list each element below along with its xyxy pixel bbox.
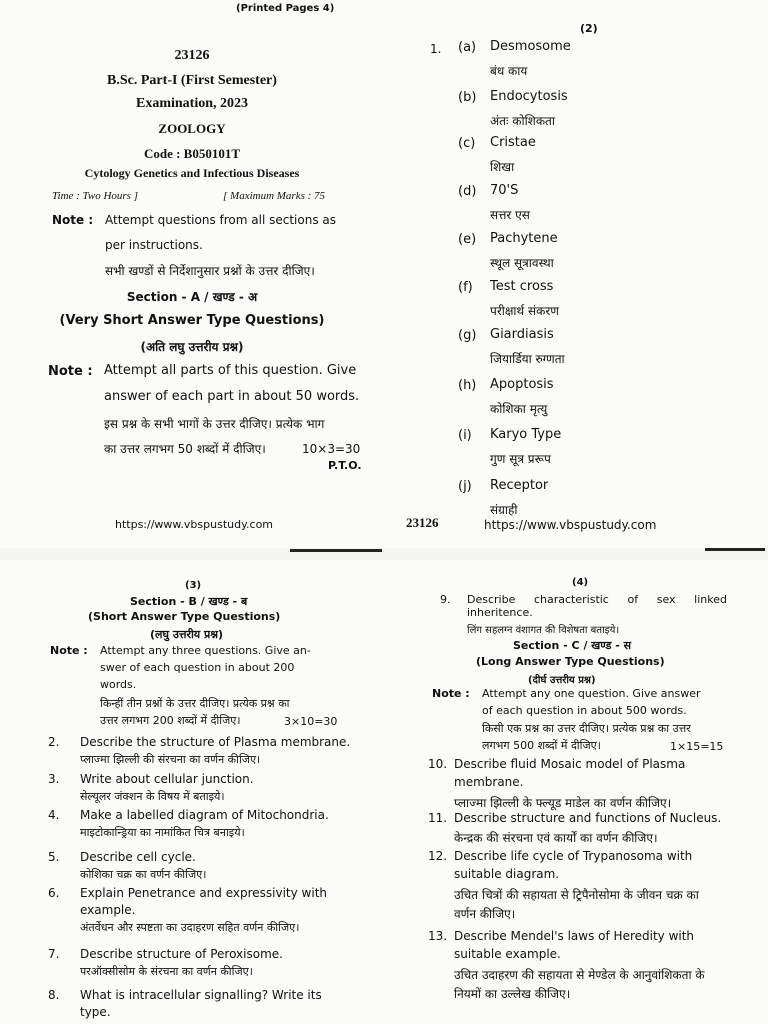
question-text: Describe structure and functions of Nucleus. [454, 811, 722, 825]
part-term-hindi: सत्तर एस [490, 208, 530, 222]
section-type-hindi: (दीर्घ उत्तरीय प्रश्न) [528, 675, 596, 686]
note-label: Note : [52, 213, 94, 227]
part-term: Cristae [490, 135, 536, 150]
divider [705, 548, 765, 551]
question-number: 13. [428, 929, 448, 943]
question-text: suitable example. [454, 947, 561, 961]
part-term-hindi: अंतः कोशिकता [490, 114, 556, 128]
question-number: 9. [440, 593, 451, 606]
course-title: B.Sc. Part-I (First Semester) [107, 73, 277, 88]
question-text: Explain Penetrance and expressivity with [80, 886, 328, 900]
part-term-hindi: शिखा [490, 160, 515, 174]
note-hindi: सभी खण्डों से निर्देशानुसार प्रश्नों के उत्तर दीजिए। [105, 264, 315, 278]
note-line: swer of each question in about 200 [100, 661, 295, 674]
divider [290, 549, 382, 552]
question-text: example. [80, 903, 136, 917]
footer-url[interactable]: https://www.vbspustudy.com [484, 518, 657, 532]
question-number: 10. [428, 757, 448, 771]
page-4 [384, 560, 768, 1024]
part-label: (d) [458, 184, 477, 199]
part-label: (e) [458, 232, 477, 247]
part-term-hindi: संग्राही [490, 503, 518, 517]
paper-title: Cytology Genetics and Infectious Diseases [84, 166, 300, 180]
part-term-hindi: जियार्डिया रुग्णता [490, 352, 565, 366]
note-hindi: लगभग 500 शब्दों में दीजिए। [482, 739, 601, 752]
note-hindi: इस प्रश्न के सभी भागों के उत्तर दीजिए। प्रत्येक भाग [104, 417, 325, 431]
question-number: 4. [48, 808, 60, 822]
part-term-hindi: स्थूल सूत्रावस्था [490, 256, 554, 270]
part-term-hindi: बंध काय [490, 64, 528, 78]
page-2 [384, 0, 768, 548]
question-number: 2. [48, 735, 60, 749]
question-number: 8. [48, 988, 60, 1002]
time-label: Time : Two Hours ] [52, 190, 138, 202]
question-text: What is intracellular signalling? Write its [80, 988, 322, 1002]
section-type: (Short Answer Type Questions) [88, 610, 281, 623]
note-label: Note : [432, 687, 470, 700]
question-hindi: प्लाज्मा झिल्ली की संरचना का वर्णन कीजिए। [80, 753, 261, 766]
note-line: of each question in about 500 words. [482, 704, 687, 717]
question-number: 11. [428, 811, 448, 825]
footer-url[interactable]: https://www.vbspustudy.com [115, 518, 274, 531]
exam-code: 23126 [174, 48, 210, 63]
part-term: Endocytosis [490, 89, 568, 104]
paper-code: Code : B050101T [143, 146, 241, 161]
question-text: Describe structure of Peroxisome. [80, 947, 283, 961]
part-label: (b) [458, 90, 477, 105]
pto: P.T.O. [328, 459, 362, 472]
question-text: Make a labelled diagram of Mitochondria. [80, 808, 329, 822]
page-number: (4) [572, 577, 589, 588]
part-term: Pachytene [490, 231, 558, 246]
section-type-hindi: (लघु उत्तरीय प्रश्न) [150, 628, 224, 641]
question-number: 3. [48, 772, 60, 786]
part-label: (f) [458, 280, 473, 295]
question-hindi: केन्द्रक की संरचना एवं कार्यों का वर्णन कीजिए। [454, 831, 658, 845]
question-hindi: लिंग सहलग्न वंशागत की विशेषता बताइये। [467, 625, 620, 636]
question-number: 5. [48, 850, 60, 864]
note-hindi: का उत्तर लगभग 50 शब्दों में दीजिए। [104, 442, 266, 456]
part-label: (h) [458, 378, 477, 393]
page-3 [0, 560, 384, 1024]
part-term: Receptor [490, 478, 549, 493]
note-hindi: किसी एक प्रश्न का उत्तर दीजिए। प्रत्येक प्रश्न का उत्तर [482, 722, 691, 735]
part-term: Test cross [490, 279, 554, 294]
question-hindi: उचित चित्रों की सहायता से ट्रिपैनोसोमा के जीवन चक्र का [454, 888, 699, 902]
part-term: Giardiasis [490, 327, 554, 342]
question-text: membrane. [454, 775, 524, 789]
printed-pages: (Printed Pages 4) [236, 3, 335, 14]
question-text: Describe characteristic of sex linked [467, 593, 727, 606]
section-heading: Section - A / खण्ड - अ [126, 290, 258, 304]
section-heading: Section - C / खण्ड - स [513, 639, 632, 652]
part-label: (j) [458, 479, 472, 494]
note-line: per instructions. [105, 238, 203, 252]
section-type: (Very Short Answer Type Questions) [59, 313, 325, 328]
question-text: Describe fluid Mosaic model of Plasma [454, 757, 686, 771]
part-term-hindi: कोशिका मृत्यु [490, 402, 548, 416]
question-hindi: उचित उदाहरण की सहायता से मेण्डेल के आनुवांशिकता के [454, 968, 705, 982]
part-label: (c) [458, 136, 476, 151]
page-1 [0, 0, 384, 548]
note-hindi: उत्तर लगभग 200 शब्दों में दीजिए। [100, 714, 241, 727]
question-text: Describe Mendel's laws of Heredity with [454, 929, 695, 943]
question-text: Write about cellular junction. [80, 772, 254, 786]
question-hindi: माइटोकान्ड्रिया का नामांकित चित्र बनाइये। [80, 826, 245, 839]
section-type: (Long Answer Type Questions) [476, 655, 665, 668]
marks-distribution: 3×10=30 [284, 715, 338, 728]
question-hindi: कोशिका चक्र का वर्णन कीजिए। [80, 868, 207, 881]
note-line: Attempt any three questions. Give an- [100, 644, 311, 657]
part-term-hindi: गुण सूत्र प्ररूप [490, 452, 551, 466]
question-number: 1. [430, 42, 442, 56]
part-term: Apoptosis [490, 377, 554, 392]
note-line: words. [100, 678, 137, 691]
marks-distribution: 10×3=30 [302, 442, 361, 456]
part-term: 70'S [490, 183, 519, 198]
part-label: (a) [458, 40, 477, 55]
note-label: Note : [50, 644, 88, 657]
section-heading: Section - B / खण्ड - ब [130, 595, 248, 608]
exam-code: 23126 [406, 515, 439, 530]
page-number: (3) [185, 580, 202, 591]
max-marks: [ Maximum Marks : 75 [223, 190, 326, 202]
marks-distribution: 1×15=15 [670, 740, 724, 753]
subject-title: ZOOLOGY [158, 121, 226, 136]
exam-title: Examination, 2023 [135, 96, 248, 111]
question-hindi: अंतर्वेधन और स्पष्टता का उदाहरण सहित वर्णन कीजिए। [80, 921, 300, 934]
part-term-hindi: परीक्षार्थ संकरण [490, 304, 559, 318]
question-hindi: वर्णन कीजिए। [454, 907, 516, 921]
question-hindi: नियमों का उल्लेख कीजिए। [454, 987, 571, 1001]
question-text: inheritence. [467, 606, 533, 619]
note-line: Attempt questions from all sections as [105, 213, 336, 227]
question-hindi: परऑक्सीसोम के संरचना का वर्णन कीजिए। [80, 965, 253, 978]
question-text: type. [80, 1005, 111, 1019]
note-line: Attempt all parts of this question. Give [104, 363, 357, 378]
note-line: answer of each part in about 50 words. [104, 389, 360, 404]
question-text: Describe the structure of Plasma membrane. [80, 735, 351, 749]
question-text: suitable diagram. [454, 867, 560, 881]
part-term: Karyo Type [490, 427, 562, 442]
note-hindi: किन्हीं तीन प्रश्नों के उत्तर दीजिए। प्रत्येक प्रश्न का [100, 697, 290, 710]
section-type-hindi: (अति लघु उत्तरीय प्रश्न) [140, 340, 244, 354]
question-number: 12. [428, 849, 448, 863]
part-label: (g) [458, 328, 477, 343]
part-term: Desmosome [490, 39, 571, 54]
question-hindi: सेल्यूलर जंक्शन के विषय में बताइये। [80, 790, 225, 803]
question-text: Describe life cycle of Trypanosoma with [454, 849, 693, 863]
question-hindi: प्लाज्मा झिल्ली के फ्ल्यूड माडेल का वर्णन कीजिए। [454, 796, 672, 810]
note-line: Attempt any one question. Give answer [482, 687, 701, 700]
question-number: 6. [48, 886, 60, 900]
question-text: Describe cell cycle. [80, 850, 196, 864]
question-number: 7. [48, 947, 60, 961]
page-number: (2) [580, 22, 598, 35]
note-label: Note : [48, 364, 93, 379]
part-label: (i) [458, 428, 472, 443]
